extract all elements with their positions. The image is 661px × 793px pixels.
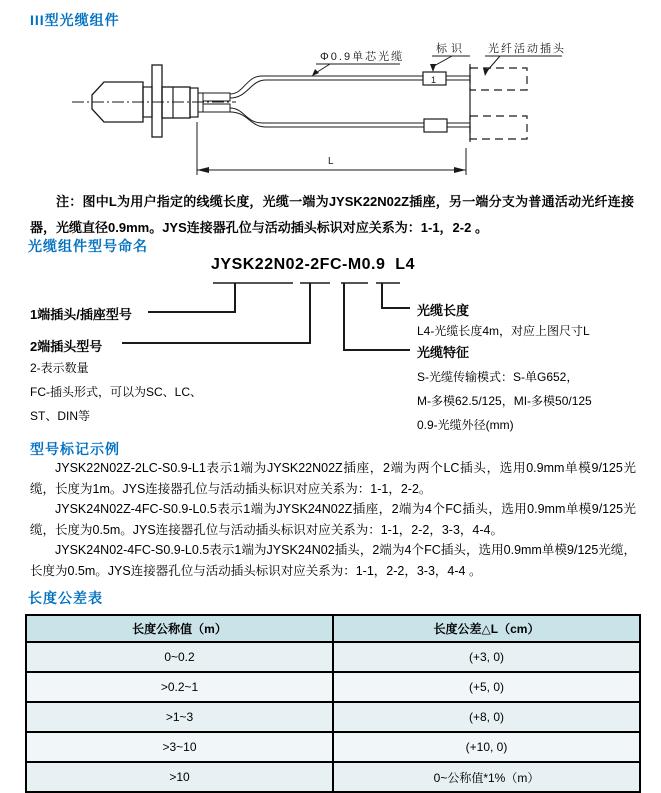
bottom-cable-line-1 bbox=[230, 108, 424, 123]
lead-line-part3 bbox=[344, 283, 410, 350]
examples-block bbox=[30, 458, 636, 581]
connector-flange bbox=[152, 65, 162, 137]
table-cell-tolerance: (+8, 0) bbox=[333, 702, 640, 732]
note-paragraph: 注：图中L为用户指定的线缆长度，光缆一端为JYSK22N02Z插座，另一端分支为普通活动光纤连接器，光缆直径0.9mm。JYS连接器孔位与活动插头标识对应关系为：1-1，2-2 。 bbox=[30, 194, 634, 235]
table-header-tolerance: 长度公差△L（cm） bbox=[333, 615, 640, 642]
table-row bbox=[26, 702, 640, 732]
fiber-plug-leader-arrow bbox=[483, 68, 489, 76]
ferrule-stub-bottom bbox=[203, 104, 230, 112]
table-cell-tolerance: (+3, 0) bbox=[333, 642, 640, 672]
label-end2-note2: FC-插头形式，可以为SC、LC、 bbox=[30, 385, 203, 399]
table-cell-tolerance: (+5, 0) bbox=[333, 672, 640, 702]
cable-leader-arrow bbox=[312, 69, 319, 76]
table-cell-nominal: >1~3 bbox=[26, 702, 333, 732]
table-cell-tolerance: 0~公称值*1%（m） bbox=[333, 762, 640, 792]
cable-label: Φ0.9单芯光缆 bbox=[320, 51, 405, 63]
example-paragraph: JYSK24N02-4FC-S0.9-L0.5表示1端为JYSK24N02插头，2端为4个FC插头，选用0.9mm单模9/125光缆，长度为0.5m。JYS连接器孔位与活动插头标识对应关系为：1-1，2-2，3-3，4-4 。 bbox=[30, 543, 636, 578]
top-cable-line-1 bbox=[230, 76, 423, 94]
lead-line-part4 bbox=[382, 283, 410, 308]
label-end2-type: 2端插头型号 bbox=[30, 339, 103, 354]
dim-arrow-right bbox=[454, 167, 466, 173]
table-cell-tolerance: (+10, 0) bbox=[333, 732, 640, 762]
label-cable-feature-note2: M-多模62.5/125，MI-多模50/125 bbox=[417, 394, 592, 408]
fiber-plug-label: 光纤活动插头 bbox=[488, 43, 566, 55]
marking-leader-arrow bbox=[430, 64, 436, 72]
marking-label: 标识 bbox=[436, 43, 466, 55]
tolerance-table bbox=[25, 614, 641, 793]
label-cable-feature-note3: 0.9-光缆外径(mm) bbox=[417, 418, 514, 432]
label-end2-note1: 2-表示数量 bbox=[30, 361, 89, 375]
top-cable-line-2 bbox=[230, 80, 423, 98]
label-cable-length: 光缆长度 bbox=[417, 303, 470, 318]
label-end2-note3: ST、DIN等 bbox=[30, 409, 91, 423]
dim-arrow-left bbox=[197, 167, 209, 173]
label-end1-type: 1端插头/插座型号 bbox=[30, 307, 132, 322]
table-row bbox=[26, 672, 640, 702]
marking-sleeve-number: 1 bbox=[431, 75, 437, 85]
section-heading-naming: 光缆组件型号命名 bbox=[28, 238, 148, 254]
table-cell-nominal: >10 bbox=[26, 762, 333, 792]
table-header-nominal-length: 长度公称值（m） bbox=[26, 615, 333, 642]
bottom-cable-line-2 bbox=[230, 112, 424, 127]
table-cell-nominal: >0.2~1 bbox=[26, 672, 333, 702]
marking-leader-line bbox=[433, 56, 452, 69]
dim-label: L bbox=[328, 156, 334, 167]
table-row bbox=[26, 762, 640, 792]
section-heading-examples: 型号标记示例 bbox=[30, 441, 120, 457]
cable-assembly-drawing bbox=[0, 30, 661, 190]
marking-sleeve-bottom bbox=[424, 119, 447, 132]
ferrule-stub-top bbox=[203, 93, 230, 101]
lead-line-part1 bbox=[148, 283, 235, 312]
table-row bbox=[26, 732, 640, 762]
table-cell-nominal: >3~10 bbox=[26, 732, 333, 762]
label-cable-length-note: L4-光缆长度4m，对应上图尺寸L bbox=[417, 324, 590, 338]
example-paragraph: JYSK24N02Z-4FC-S0.9-L0.5表示1端为JYSK24N02Z插座，2端为4个FC插头，选用0.9mm单模9/125光缆，长度为0.5m。JYS连接器孔位与活动插头标识对应关系为：1-1，2-2，3-3，4-4。 bbox=[30, 502, 636, 537]
page-title: III型光缆组件 bbox=[30, 12, 120, 28]
table-cell-nominal: 0~0.2 bbox=[26, 642, 333, 672]
table-row bbox=[26, 642, 640, 672]
table-header-row bbox=[26, 615, 640, 642]
label-cable-feature-note1: S-光缆传输模式：S-单G652， bbox=[417, 370, 579, 384]
section-heading-tolerance: 长度公差表 bbox=[28, 590, 103, 606]
fiber-plug-bottom bbox=[470, 116, 527, 139]
fiber-plug-top bbox=[470, 68, 527, 90]
model-code: JYSK22N02-2FC-M0.9 L4 bbox=[211, 256, 415, 273]
label-cable-feature: 光缆特征 bbox=[417, 345, 470, 360]
example-paragraph: JYSK22N02Z-2LC-S0.9-L1表示1端为JYSK22N02Z插座，2端为两个LC插头，选用0.9mm单模9/125光缆，长度为1m。JYS连接器孔位与活动插头标识对应关系为：1-1，2-2。 bbox=[30, 461, 636, 496]
